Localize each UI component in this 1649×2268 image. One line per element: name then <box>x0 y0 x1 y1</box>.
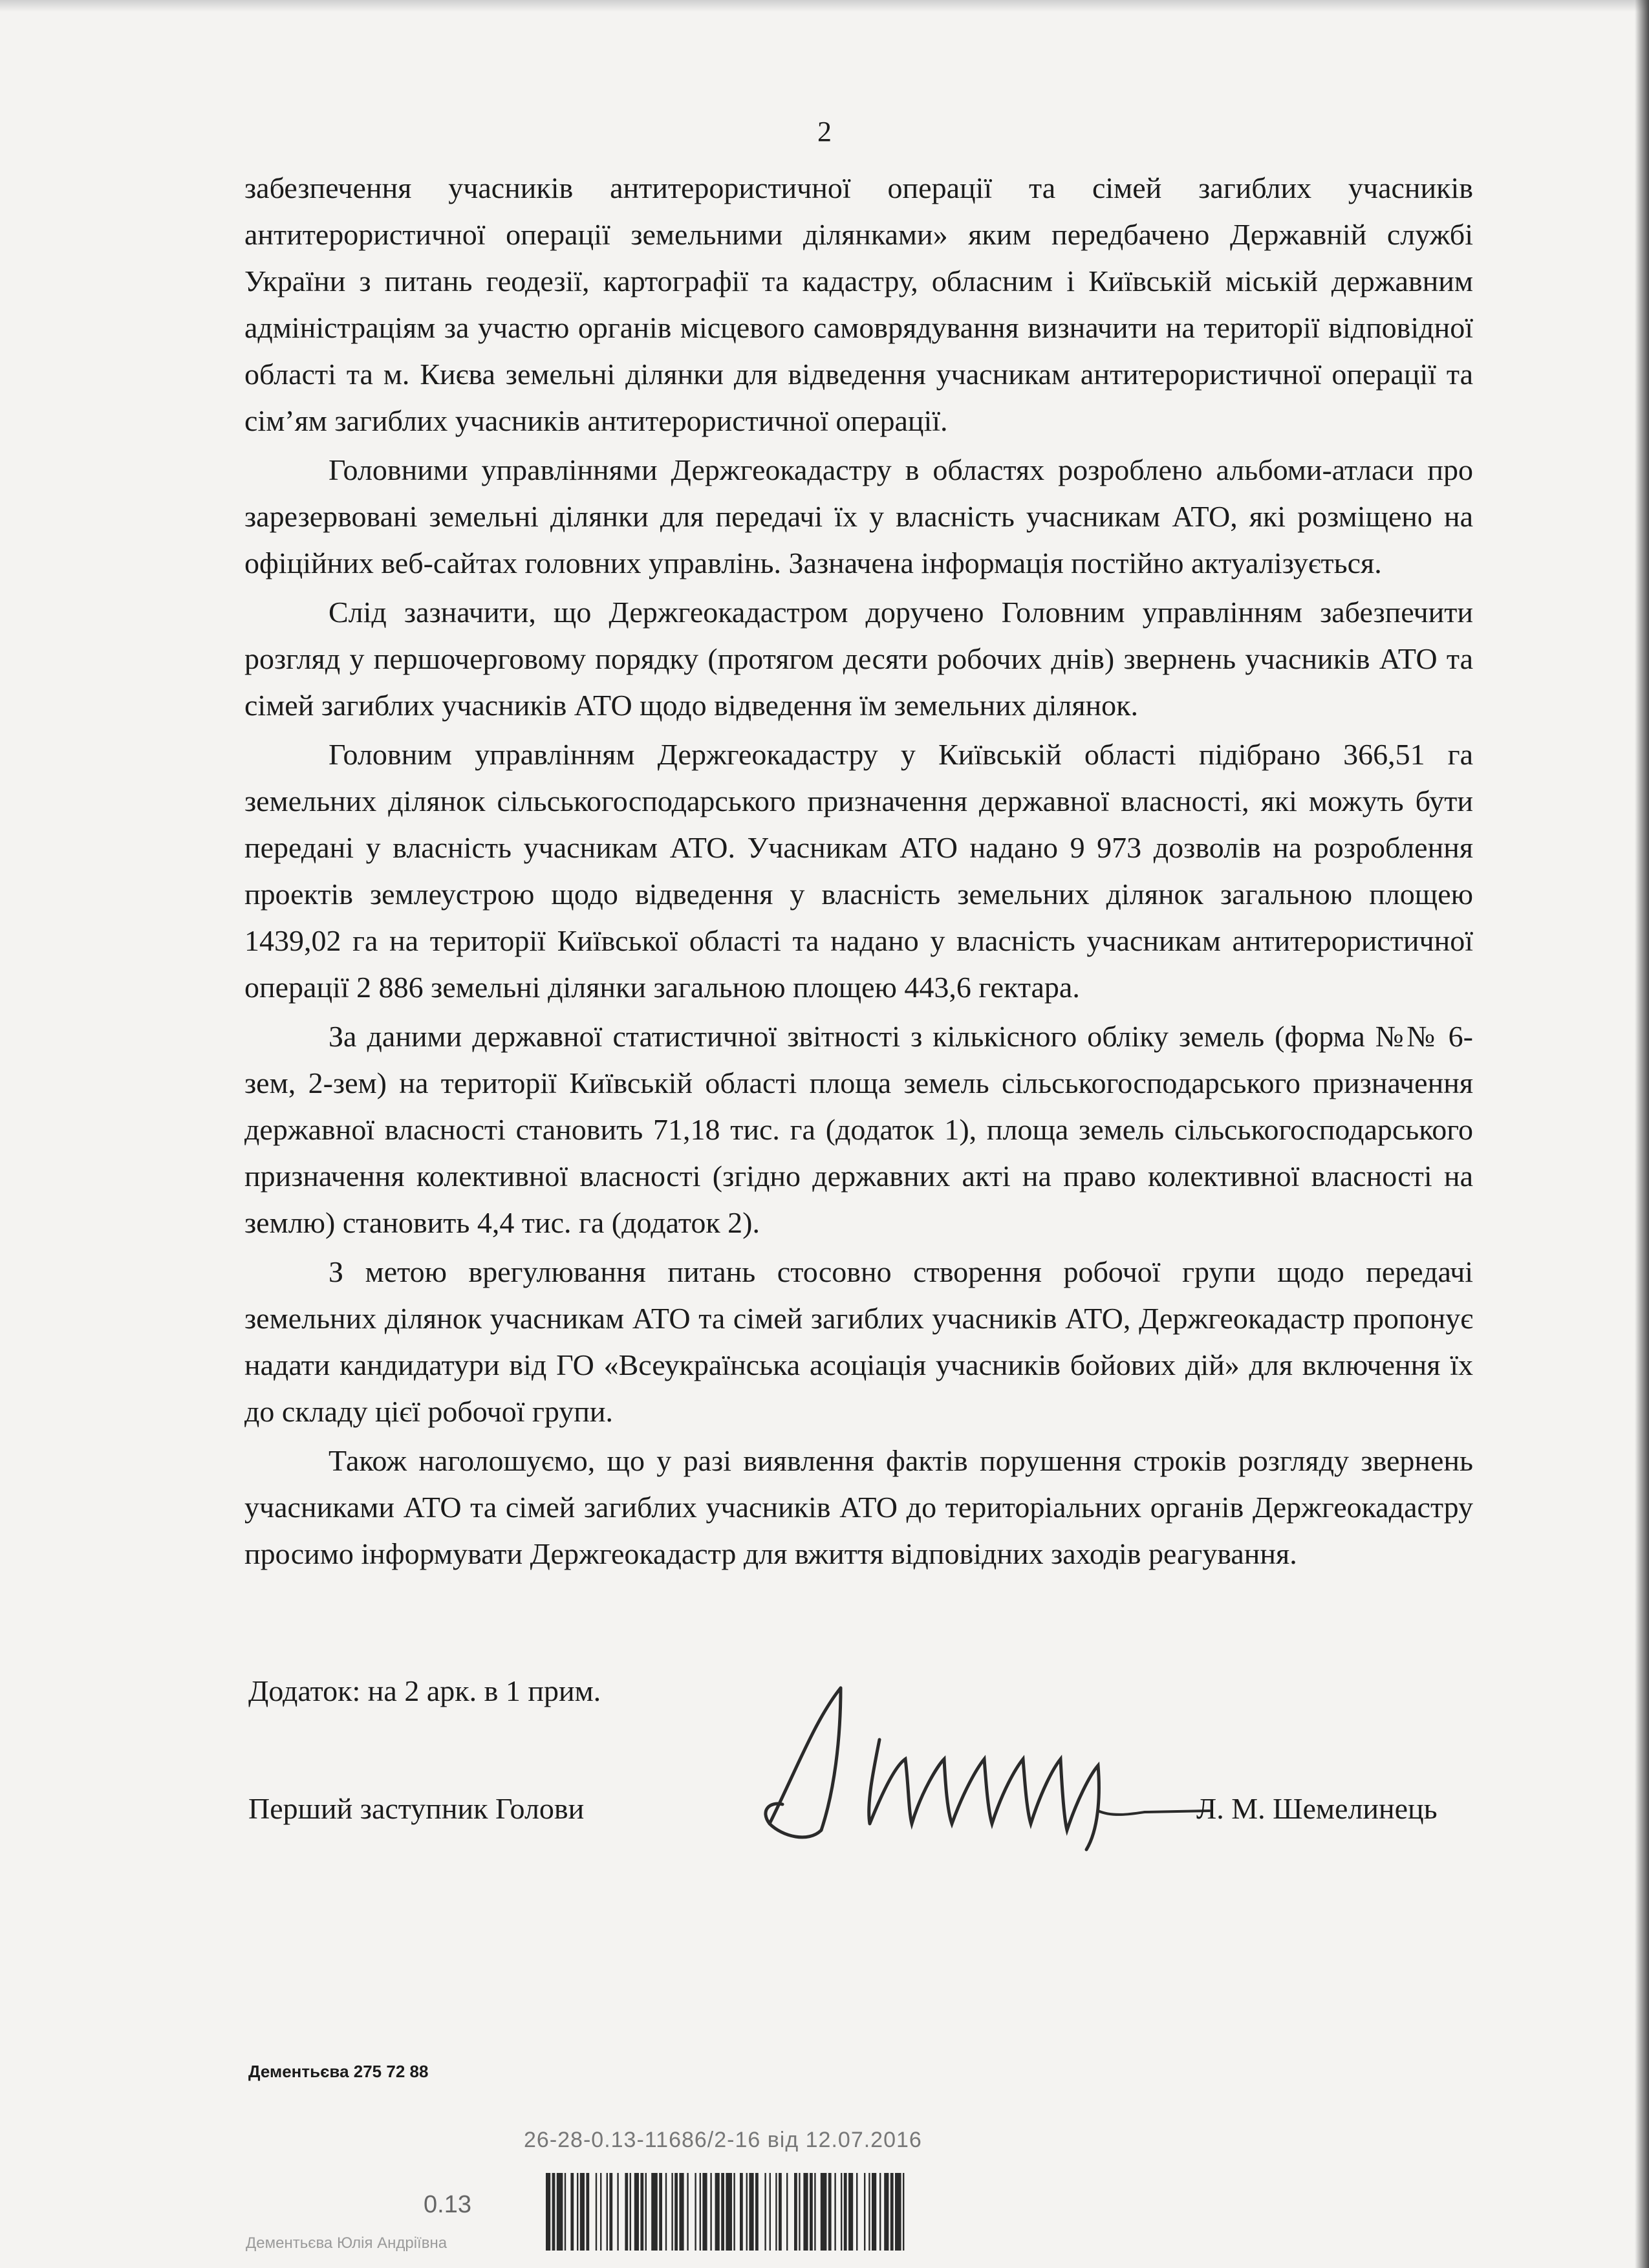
barcode-bar <box>733 2173 735 2251</box>
barcode-bar <box>715 2173 720 2251</box>
handwritten-signature <box>744 1662 1222 1856</box>
paragraph-statistics: За даними державної статистичної звітності з кількісного обліку земель (форма №№ 6-зем, 2-зем) на території Київській області площа земель сільськогосподарського призначення державної власності становить 71,18 тис. га (додаток 1), площа земель сільськогосподарського призначення колективної власності (згідно державних акті на право колективної власності на землю) становить 4,4 тис. га (додаток 2). <box>244 1020 1473 1239</box>
barcode-bar <box>810 2173 813 2251</box>
barcode-bar <box>565 2173 566 2251</box>
barcode-bar <box>600 2173 601 2251</box>
attachment-note: Додаток: на 2 арк. в 1 прим. <box>248 1674 601 1707</box>
page-number: 2 <box>817 116 832 147</box>
barcode-bar <box>695 2173 696 2251</box>
barcode-bar <box>794 2173 797 2251</box>
barcode-bar <box>570 2173 574 2251</box>
barcode-bar <box>749 2173 753 2251</box>
barcode-bar <box>721 2173 724 2251</box>
barcode-bar <box>828 2173 832 2251</box>
barcode-bar <box>679 2173 684 2251</box>
document-code: 0.13 <box>424 2191 471 2218</box>
barcode-bar <box>726 2173 732 2251</box>
barcode-bar <box>803 2173 808 2251</box>
barcode-bar <box>586 2173 589 2251</box>
barcode-bar <box>671 2173 673 2251</box>
barcode-bar <box>814 2173 815 2251</box>
signer-position: Перший заступник Голови <box>248 1792 585 1825</box>
barcode-bar <box>645 2173 647 2251</box>
barcode-bar <box>687 2173 688 2251</box>
barcode-bar <box>659 2173 662 2251</box>
barcode-bar <box>864 2173 865 2251</box>
barcode-bar <box>630 2173 631 2251</box>
signer-name: Л. М. Шемелинець <box>1196 1792 1438 1825</box>
barcode-bar <box>665 2173 667 2251</box>
barcode-bar <box>746 2173 748 2251</box>
barcode-bar <box>884 2173 889 2251</box>
barcode <box>543 2160 905 2263</box>
paragraph-continuation: забезпечення учасників антитерористичної операції та сімей загиблих учасників антитерористичної операції земельними ділянками» яким передбачено Державній службі України з питань геодезії, картографії та кадастру, обласним і Київській міській державним адміністраціям за участю органів місцевого самоврядування визначити на території відповідної області та м. Києва земельні ділянки для відведення учасникам антитерористичної операції та сім’ям загиблих учасників антитерористичної операції. <box>244 171 1473 437</box>
barcode-bar <box>609 2173 612 2251</box>
barcode-bar <box>755 2173 759 2251</box>
barcode-bar <box>546 2173 550 2251</box>
scan-top-edge <box>0 0 1649 12</box>
paragraph-review-order: Слід зазначити, що Держгеокадастром доручено Головним управлінням забезпечити розгляд у першочерговому порядку (протягом десяти робочих днів) звернень учасників АТО та сімей загиблих учасників АТО щодо відведення їм земельних ділянок. <box>244 596 1473 722</box>
barcode-bar <box>710 2173 711 2251</box>
registration-number: 26-28-0.13-11686/2-16 від 12.07.2016 <box>524 2128 922 2152</box>
paragraph-kyiv-region: Головним управлінням Держгеокадастру у Київській області підібрано 366,51 га земельних ділянок сільськогосподарського призначення державної власності, які можуть бути передані у власність учасникам АТО. Учасникам АТО надано 9 973 дозволів на розроблення проектів землеустрою щодо відведення у власність земельних ділянок загальною площею 1439,02 га на території Київської області та надано у власність учасникам антитерористичної операції 2 886 земельні ділянки загальною площею 443,6 гектара. <box>244 738 1473 1004</box>
barcode-bar <box>775 2173 777 2251</box>
barcode-bar <box>764 2173 766 2251</box>
barcode-bar <box>640 2173 643 2251</box>
barcode-bar <box>596 2173 597 2251</box>
barcode-bar <box>895 2173 901 2251</box>
barcode-bar <box>841 2173 842 2251</box>
letter-body <box>244 165 1473 1580</box>
barcode-bar <box>834 2173 835 2251</box>
barcode-bar <box>634 2173 639 2251</box>
barcode-bar <box>740 2173 743 2251</box>
barcode-bar <box>552 2173 555 2251</box>
barcode-bar <box>770 2173 771 2251</box>
barcode-bar <box>700 2173 701 2251</box>
barcode-bar <box>868 2173 870 2251</box>
barcode-bar <box>890 2173 894 2251</box>
barcode-bar <box>879 2173 881 2251</box>
barcode-bar <box>607 2173 608 2251</box>
barcode-bar <box>580 2173 585 2251</box>
barcode-bar <box>617 2173 618 2251</box>
barcode-bar <box>702 2173 707 2251</box>
executor-contact: Дементьєва 275 72 88 <box>248 2062 429 2081</box>
barcode-bar <box>903 2173 904 2251</box>
paragraph-violations: Також наголошуємо, що у разі виявлення фактів порушення строків розгляду звернень учасниками АТО та сімей загиблих учасників АТО до територіальних органів Держгеокадастру просимо інформувати Держгеокадастр для вжиття відповідних заходів реагування. <box>244 1444 1473 1570</box>
barcode-bar <box>557 2173 563 2251</box>
paragraph-working-group: З метою врегулювання питань стосовно створення робочої групи щодо передачі земельних ділянок учасникам АТО та сімей загиблих учасників АТО, Держгеокадастр пропонує надати кандидатури від ГО «Всеукраїнська асоціація учасників бойових дій» для включення їх до складу цієї робочої групи. <box>244 1255 1473 1428</box>
registrar-stamp-name: Дементьєва Юлія Андріївна <box>246 2234 447 2252</box>
scan-right-edge <box>1635 0 1649 2268</box>
barcode-bar <box>674 2173 678 2251</box>
barcode-bar <box>577 2173 578 2251</box>
barcode-bar <box>786 2173 788 2251</box>
barcode-bar <box>848 2173 853 2251</box>
barcode-bar <box>625 2173 628 2251</box>
barcode-bar <box>779 2173 782 2251</box>
barcode-bar <box>844 2173 847 2251</box>
paragraph-atlases: Головними управліннями Держгеокадастру в областях розроблено альбоми-атласи про зарезервовані земельні ділянки для передачі їх у власність учасникам АТО, які розміщено на офіційних веб-сайтах головних управлінь. Зазначена інформація постійно актуалізується. <box>244 453 1473 579</box>
barcode-bar <box>821 2173 827 2251</box>
barcode-bar <box>799 2173 800 2251</box>
barcode-bar <box>872 2173 876 2251</box>
barcode-bar <box>651 2173 658 2251</box>
barcode-bar <box>856 2173 857 2251</box>
